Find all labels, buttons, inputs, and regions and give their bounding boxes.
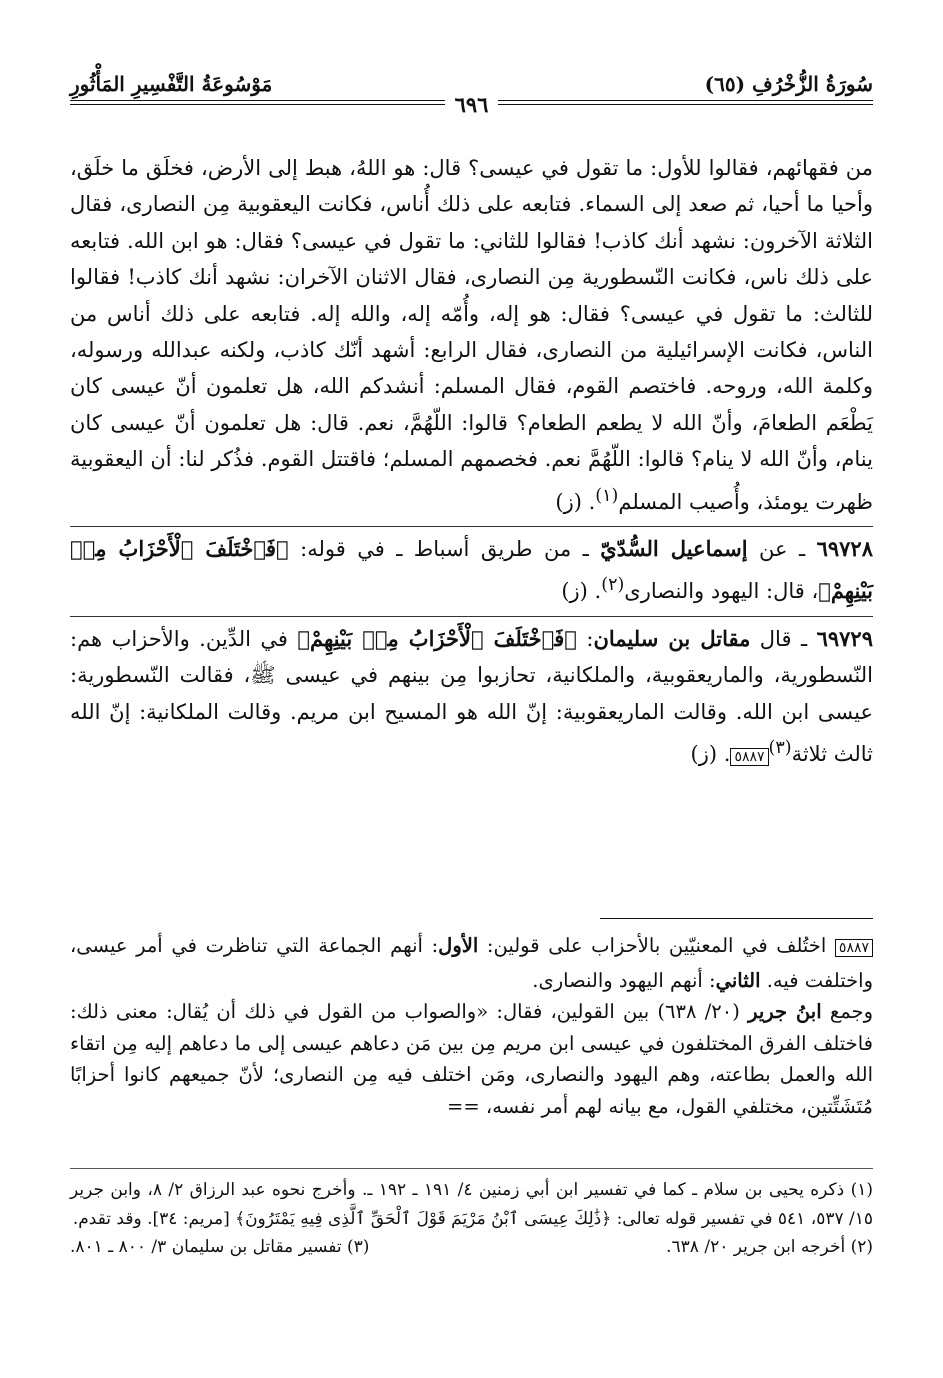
narrator-name: إسماعيل السُّدّيّ [600, 536, 748, 562]
footnote-row [70, 1233, 873, 1262]
note-ref-box: ٥٨٨٧ [730, 748, 768, 766]
footnote-1: (١) ذكره يحيى بن سلام ـ كما في تفسير ابن أبي زمنين ٤/ ١٩١ ـ ١٩٢ ـ. وأخرج نحوه عبد الرزاق ٢/ ٨، وابن جرير ١٥/ ٥٣٧، ٥٤١ في تفسير قوله تعالى: ﴿ذَٰلِكَ عِيسَى ٱبْنُ مَرْيَمَ قَوْلَ ٱلْحَقِّ ٱلَّذِى فِيهِ يَمْتَرُونَ﴾ [مريم: ٣٤]. وقد تقدم. [70, 1180, 873, 1229]
commentary-note [70, 930, 873, 1122]
narration-number: ٦٩٧٢٩ [816, 625, 873, 651]
quran-quote: ﴿فَٱخْتَلَفَ ٱلْأَحْزَابُ مِنۢ بَيْنِهِمْ﴾ [297, 625, 577, 651]
footnote-2: (٢) أخرجه ابن جرير ٢٠/ ٦٣٨. [666, 1237, 873, 1257]
footnote-ref-3: (٣) [768, 738, 792, 759]
footnote-rule [70, 1168, 873, 1169]
narrator-name: مقاتل بن سليمان [593, 625, 751, 651]
footnotes [70, 1176, 873, 1262]
note-number-box: ٥٨٨٧ [835, 939, 873, 957]
section-divider [70, 616, 873, 617]
narration-number: ٦٩٧٢٨ [816, 536, 873, 562]
note-rule [600, 918, 873, 919]
paragraph-1: من فقهائهم، فقالوا للأول: ما تقول في عيسى؟ قال: هو اللهُ، هبط إلى الأرض، فخلَق ما خلَق، وأحيا ما أحيا، ثم صعد إلى السماء. فتابعه على ذلك أُناس، فكانت اليعقوبية مِن النصارى، فقال الثلاثة الآخرون: نشهد أنك كاذب! فقالوا للثاني: ما تقول في عيسى؟ فقال: هو ابن الله. فتابعه على ذلك ناس، فكانت النّسطورية مِن النصارى، فقال الاثنان الآخران: نشهد أنك كاذب! فقالوا للثالث: ما تقول في عيسى؟ فقال: هو إله، وأُمّه إله، والله إله. فتابعه على ذلك أناس من الناس، فكانت الإسرائيلية من النصارى، فقال الرابع: أشهد أنّك كاذب، ولكنه عبدالله ورسوله، وكلمة الله، وروحه. فاختصم القوم، فقال المسلم: أنشدكم الله، هل تعلمون أنّ عيسى كان يَطْعَم الطعامَ، وأنّ الله لا يطعم الطعام؟ قالوا: اللّهُمَّ، نعم. قال: هل تعلمون أنّ عيسى كان ينام، وأنّ الله لا ينام؟ قالوا: اللّهُمَّ نعم. فخصمهم المسلم؛ فاقتتل القوم. فذُكر لنا: أن اليعقوبية ظهرت يومئذ، وأُصيب المسلم$^{(١)}$. (ز) [70, 156, 873, 514]
narration-69729: ٦٩٧٢٩ ـ قال مقاتل بن سليمان: ﴿فَٱخْتَلَفَ ٱلْأَحْزَابُ مِنۢ بَيْنِهِمْ﴾ في الدِّين. والأحزاب هم: النّسطورية، والماريعقوبية، والملكانية، تحازبوا مِن بينهم في عيسى ﷺ، فقالت النّسطورية: عيسى ابن الله. وقالت الماريعقوبية: إنّ الله هو المسيح ابن مريم. وقالت الملكانية: إنّ الله ثالث ثلاثة$^{(٣)}$٥٨٨٧. (ز) [70, 625, 873, 767]
page-number: ٦٩٦ [0, 92, 943, 117]
note-line-2: وجمع ابنُ جرير (٢٠/ ٦٣٨) بين القولين، فقال: «والصواب من القول في ذلك أن يُقال: معنى ذلك: فاختلف الفرق المختلفون في عيسى ابن مريم مِن بين مَن دعاهم عيسى إلى ما دعاهم إليه مِن اتقاء الله والعمل بطاعته، وهم اليهود والنصارى، ومَن اختلف فيه مِن النصارى؛ لأنّ جميعهم كانوا أحزابًا مُتَشَتِّتين، مختلفي القول، مع بيانه لهم أمر نفسه، == [70, 1000, 873, 1118]
quran-quote: ﴿فَٱخْتَلَفَ ٱلْأَحْزَابُ مِنۢ بَيْنِهِمْ﴾ [70, 536, 873, 604]
book-header-title: مَوْسُوعَةُ التَّفْسِيرِ المَأْثُورِ [70, 72, 273, 96]
footnote-ref-2: (٢) [601, 575, 625, 596]
footnote-ref-1: (١) [595, 485, 619, 506]
footnote-3: (٣) تفسير مقاتل بن سليمان ٣/ ٨٠٠ ـ ٨٠١. [70, 1237, 370, 1257]
section-divider [70, 526, 873, 527]
surah-header-title: سُورَةُ الزُّخْرُفِ (٦٥) [704, 72, 873, 96]
note-line-1: ٥٨٨٧ اختُلف في المعنيّين بالأحزاب على قولين: الأول: أنهم الجماعة التي تناظرت في أمر عيسى، واختلفت فيه. الثاني: أنهم اليهود والنصارى. [70, 934, 873, 992]
narration-69728: ٦٩٧٢٨ ـ عن إسماعيل السُّدّيّ ـ من طريق أسباط ـ في قوله: ﴿فَٱخْتَلَفَ ٱلْأَحْزَابُ مِنۢ بَيْنِهِمْ﴾، قال: اليهود والنصارى$^{(٢)}$. (ز) [70, 536, 873, 604]
main-text [70, 150, 873, 776]
